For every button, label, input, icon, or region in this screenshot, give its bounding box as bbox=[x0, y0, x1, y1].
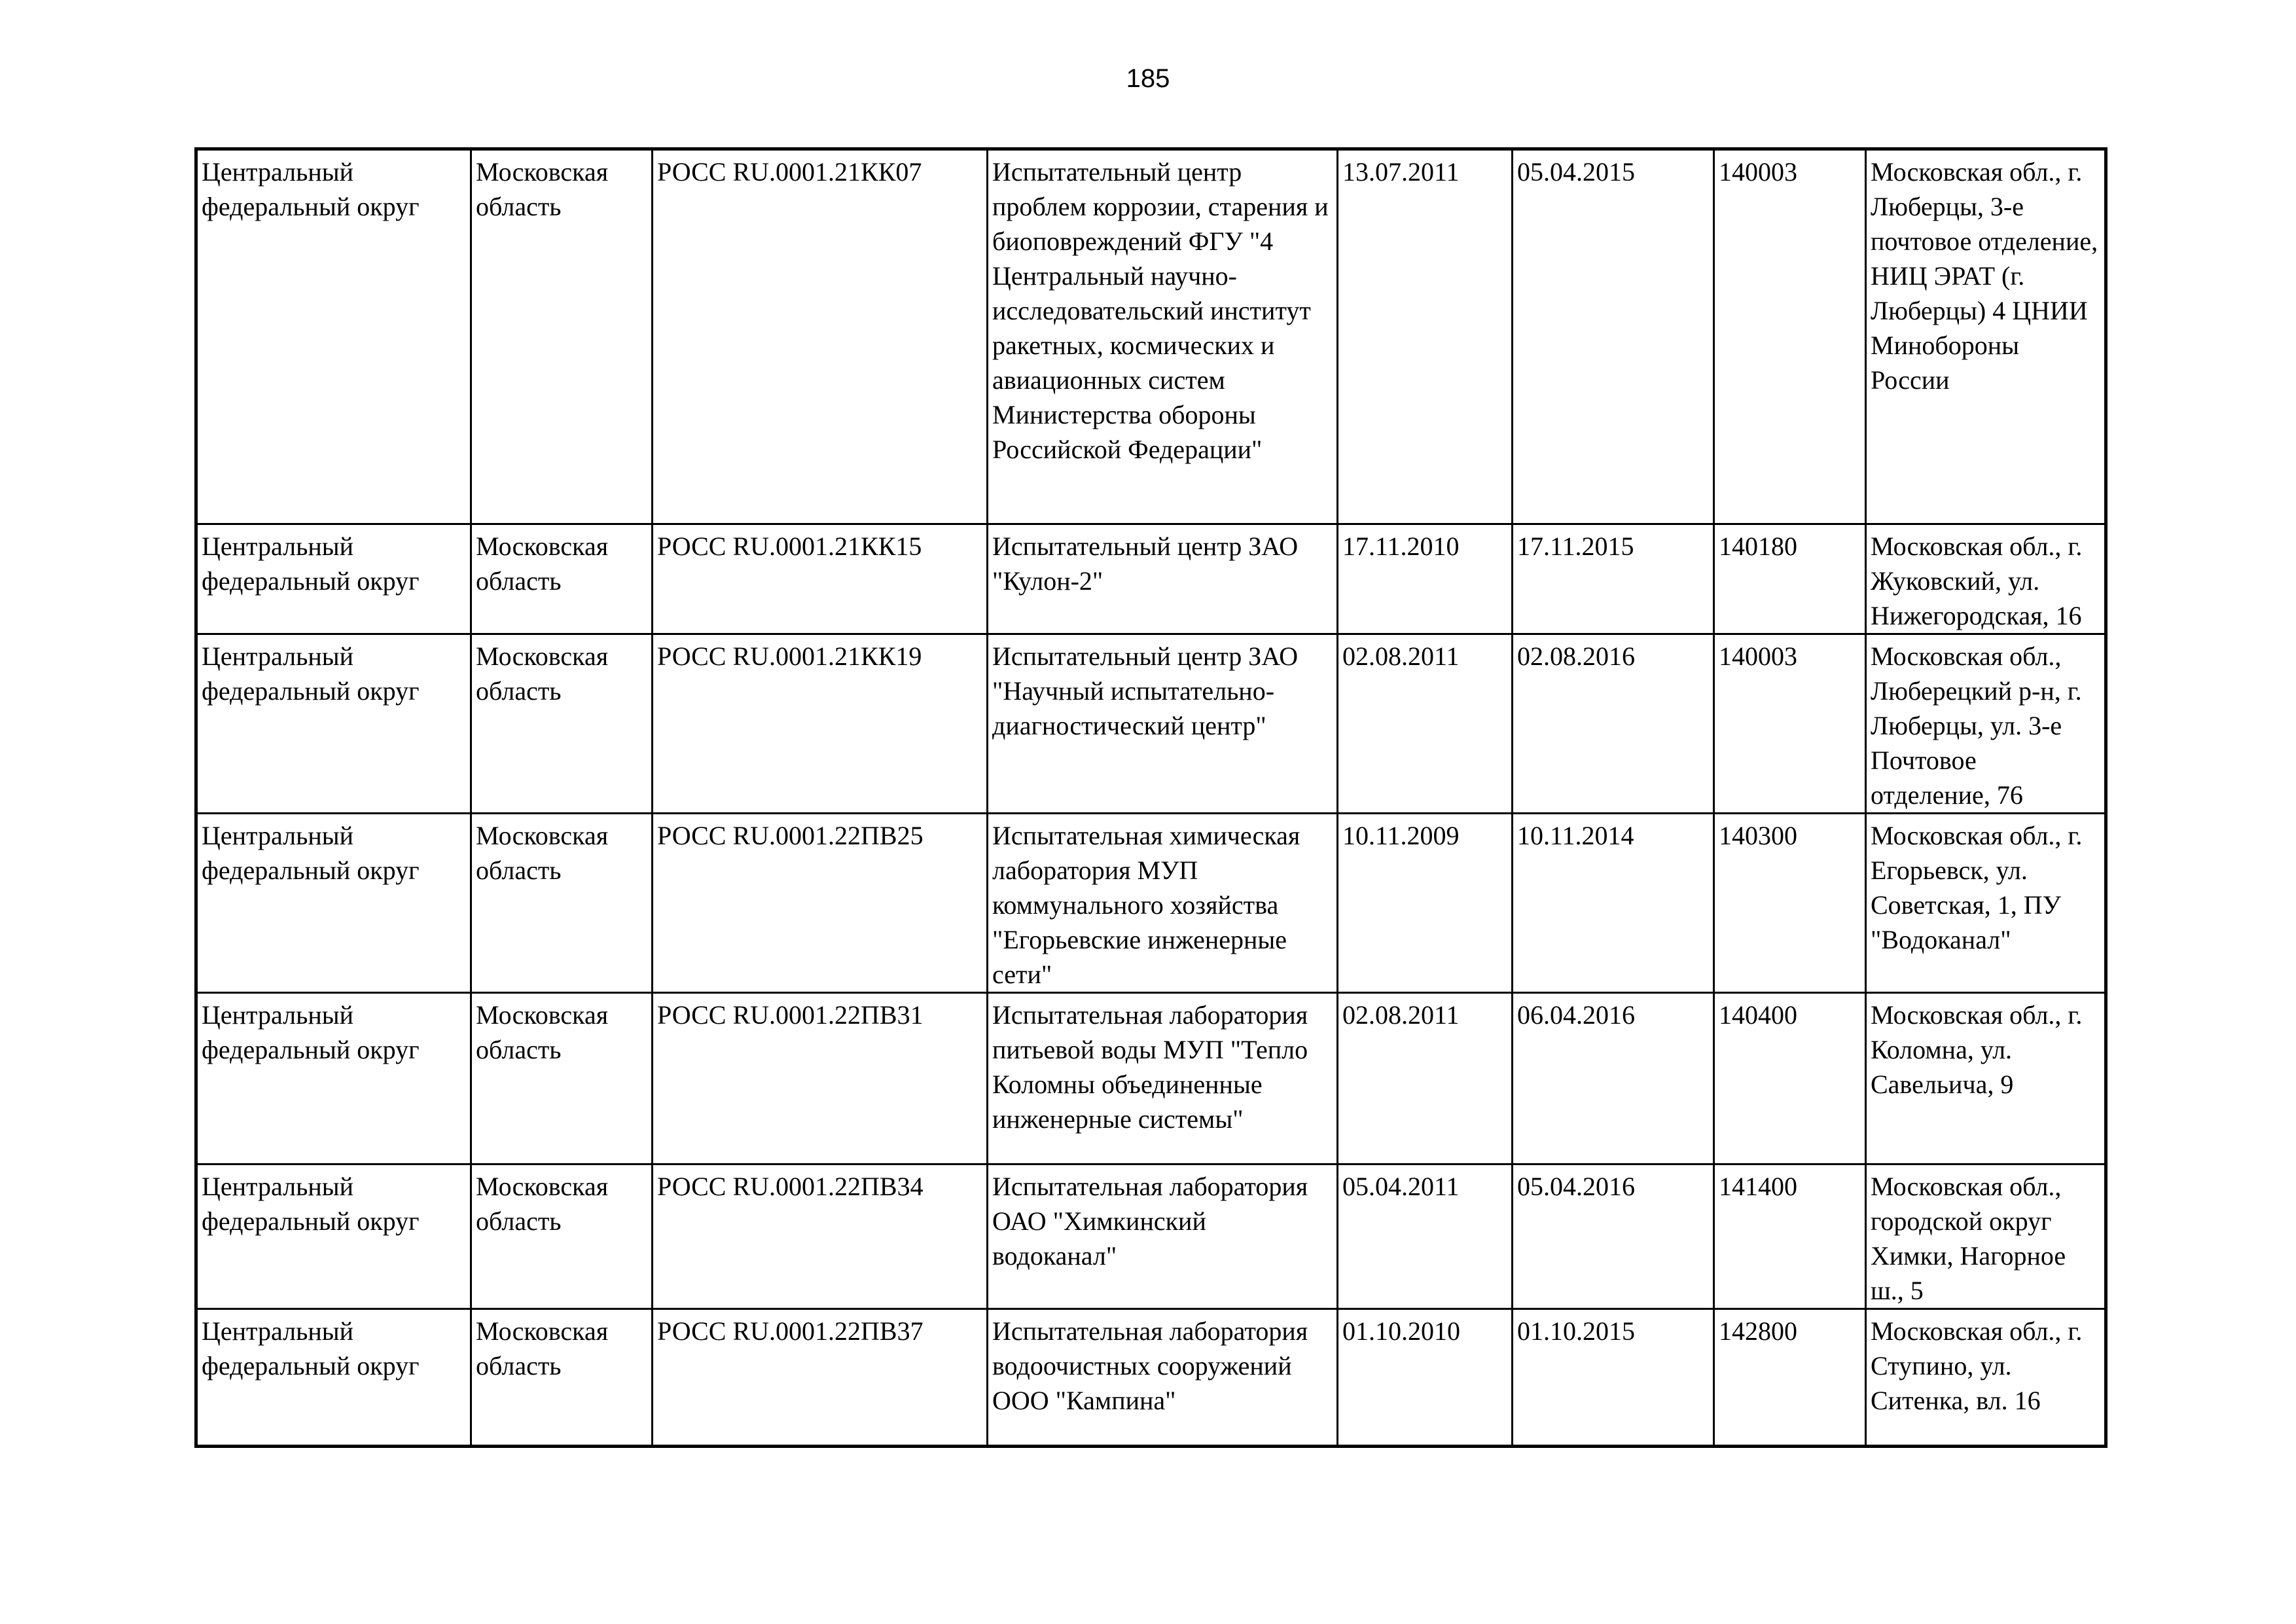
region-cell: Московская область bbox=[471, 149, 653, 524]
certificate-number-cell: РОСС RU.0001.22ПВ37 bbox=[653, 1309, 988, 1447]
certificate-number-cell: РОСС RU.0001.21КК15 bbox=[653, 524, 988, 634]
region-cell: Московская область bbox=[471, 1164, 653, 1309]
table-row bbox=[196, 149, 2106, 524]
date-to-cell: 05.04.2016 bbox=[1513, 1164, 1714, 1309]
address-cell: Московская обл., городской округ Химки, Нагорное ш., 5 bbox=[1866, 1164, 2106, 1309]
date-to-cell: 05.04.2015 bbox=[1513, 149, 1714, 524]
date-from-cell: 10.11.2009 bbox=[1338, 814, 1513, 993]
date-to-cell: 01.10.2015 bbox=[1513, 1309, 1714, 1447]
organization-cell: Испытательная химическая лаборатория МУП коммунального хозяйства "Егорьевские инженерные сети" bbox=[988, 814, 1338, 993]
postal-code-cell: 141400 bbox=[1714, 1164, 1866, 1309]
postal-code-cell: 140003 bbox=[1714, 149, 1866, 524]
date-from-cell: 02.08.2011 bbox=[1338, 634, 1513, 814]
organization-cell: Испытательный центр ЗАО "Научный испытательно-диагностический центр" bbox=[988, 634, 1338, 814]
table-row bbox=[196, 814, 2106, 993]
table-row bbox=[196, 1309, 2106, 1447]
date-from-cell: 05.04.2011 bbox=[1338, 1164, 1513, 1309]
certificate-number-cell: РОСС RU.0001.22ПВ25 bbox=[653, 814, 988, 993]
certificate-number-cell: РОСС RU.0001.21КК07 bbox=[653, 149, 988, 524]
postal-code-cell: 140180 bbox=[1714, 524, 1866, 634]
address-cell: Московская обл., г. Жуковский, ул. Нижегородская, 16 bbox=[1866, 524, 2106, 634]
date-from-cell: 17.11.2010 bbox=[1338, 524, 1513, 634]
region-cell: Московская область bbox=[471, 524, 653, 634]
postal-code-cell: 140400 bbox=[1714, 993, 1866, 1164]
table-row bbox=[196, 524, 2106, 634]
region-cell: Московская область bbox=[471, 814, 653, 993]
district-cell: Центральный федеральный округ bbox=[196, 993, 471, 1164]
address-cell: Московская обл., г. Коломна, ул. Савельича, 9 bbox=[1866, 993, 2106, 1164]
date-to-cell: 02.08.2016 bbox=[1513, 634, 1714, 814]
certificate-number-cell: РОСС RU.0001.22ПВ34 bbox=[653, 1164, 988, 1309]
postal-code-cell: 140003 bbox=[1714, 634, 1866, 814]
address-cell: Московская обл., г. Ступино, ул. Ситенка, вл. 16 bbox=[1866, 1309, 2106, 1447]
registry-table bbox=[194, 147, 2108, 1448]
date-to-cell: 17.11.2015 bbox=[1513, 524, 1714, 634]
organization-cell: Испытательная лаборатория питьевой воды МУП "Тепло Коломны объединенные инженерные системы" bbox=[988, 993, 1338, 1164]
date-from-cell: 01.10.2010 bbox=[1338, 1309, 1513, 1447]
organization-cell: Испытательный центр ЗАО "Кулон-2" bbox=[988, 524, 1338, 634]
region-cell: Московская область bbox=[471, 634, 653, 814]
district-cell: Центральный федеральный округ bbox=[196, 814, 471, 993]
district-cell: Центральный федеральный округ bbox=[196, 1309, 471, 1447]
date-from-cell: 13.07.2011 bbox=[1338, 149, 1513, 524]
table-row bbox=[196, 634, 2106, 814]
district-cell: Центральный федеральный округ bbox=[196, 524, 471, 634]
region-cell: Московская область bbox=[471, 1309, 653, 1447]
table-row bbox=[196, 1164, 2106, 1309]
page-number: 185 bbox=[1126, 64, 1170, 93]
organization-cell: Испытательный центр проблем коррозии, старения и биоповреждений ФГУ "4 Центральный научно-исследовательский институт ракетных, космических и авиационных систем Министерства обороны Российской Федерации" bbox=[988, 149, 1338, 524]
date-to-cell: 10.11.2014 bbox=[1513, 814, 1714, 993]
district-cell: Центральный федеральный округ bbox=[196, 634, 471, 814]
address-cell: Московская обл., г. Люберцы, 3-е почтовое отделение, НИЦ ЭРАТ (г. Люберцы) 4 ЦНИИ Минобороны России bbox=[1866, 149, 2106, 524]
organization-cell: Испытательная лаборатория ОАО "Химкинский водоканал" bbox=[988, 1164, 1338, 1309]
certificate-number-cell: РОСС RU.0001.22ПВ31 bbox=[653, 993, 988, 1164]
district-cell: Центральный федеральный округ bbox=[196, 1164, 471, 1309]
organization-cell: Испытательная лаборатория водоочистных сооружений ООО "Кампина" bbox=[988, 1309, 1338, 1447]
region-cell: Московская область bbox=[471, 993, 653, 1164]
postal-code-cell: 140300 bbox=[1714, 814, 1866, 993]
table-row bbox=[196, 993, 2106, 1164]
certificate-number-cell: РОСС RU.0001.21КК19 bbox=[653, 634, 988, 814]
district-cell: Центральный федеральный округ bbox=[196, 149, 471, 524]
date-to-cell: 06.04.2016 bbox=[1513, 993, 1714, 1164]
postal-code-cell: 142800 bbox=[1714, 1309, 1866, 1447]
address-cell: Московская обл., г. Егорьевск, ул. Советская, 1, ПУ "Водоканал" bbox=[1866, 814, 2106, 993]
address-cell: Московская обл., Люберецкий р-н, г. Люберцы, ул. 3-е Почтовое отделение, 76 bbox=[1866, 634, 2106, 814]
date-from-cell: 02.08.2011 bbox=[1338, 993, 1513, 1164]
